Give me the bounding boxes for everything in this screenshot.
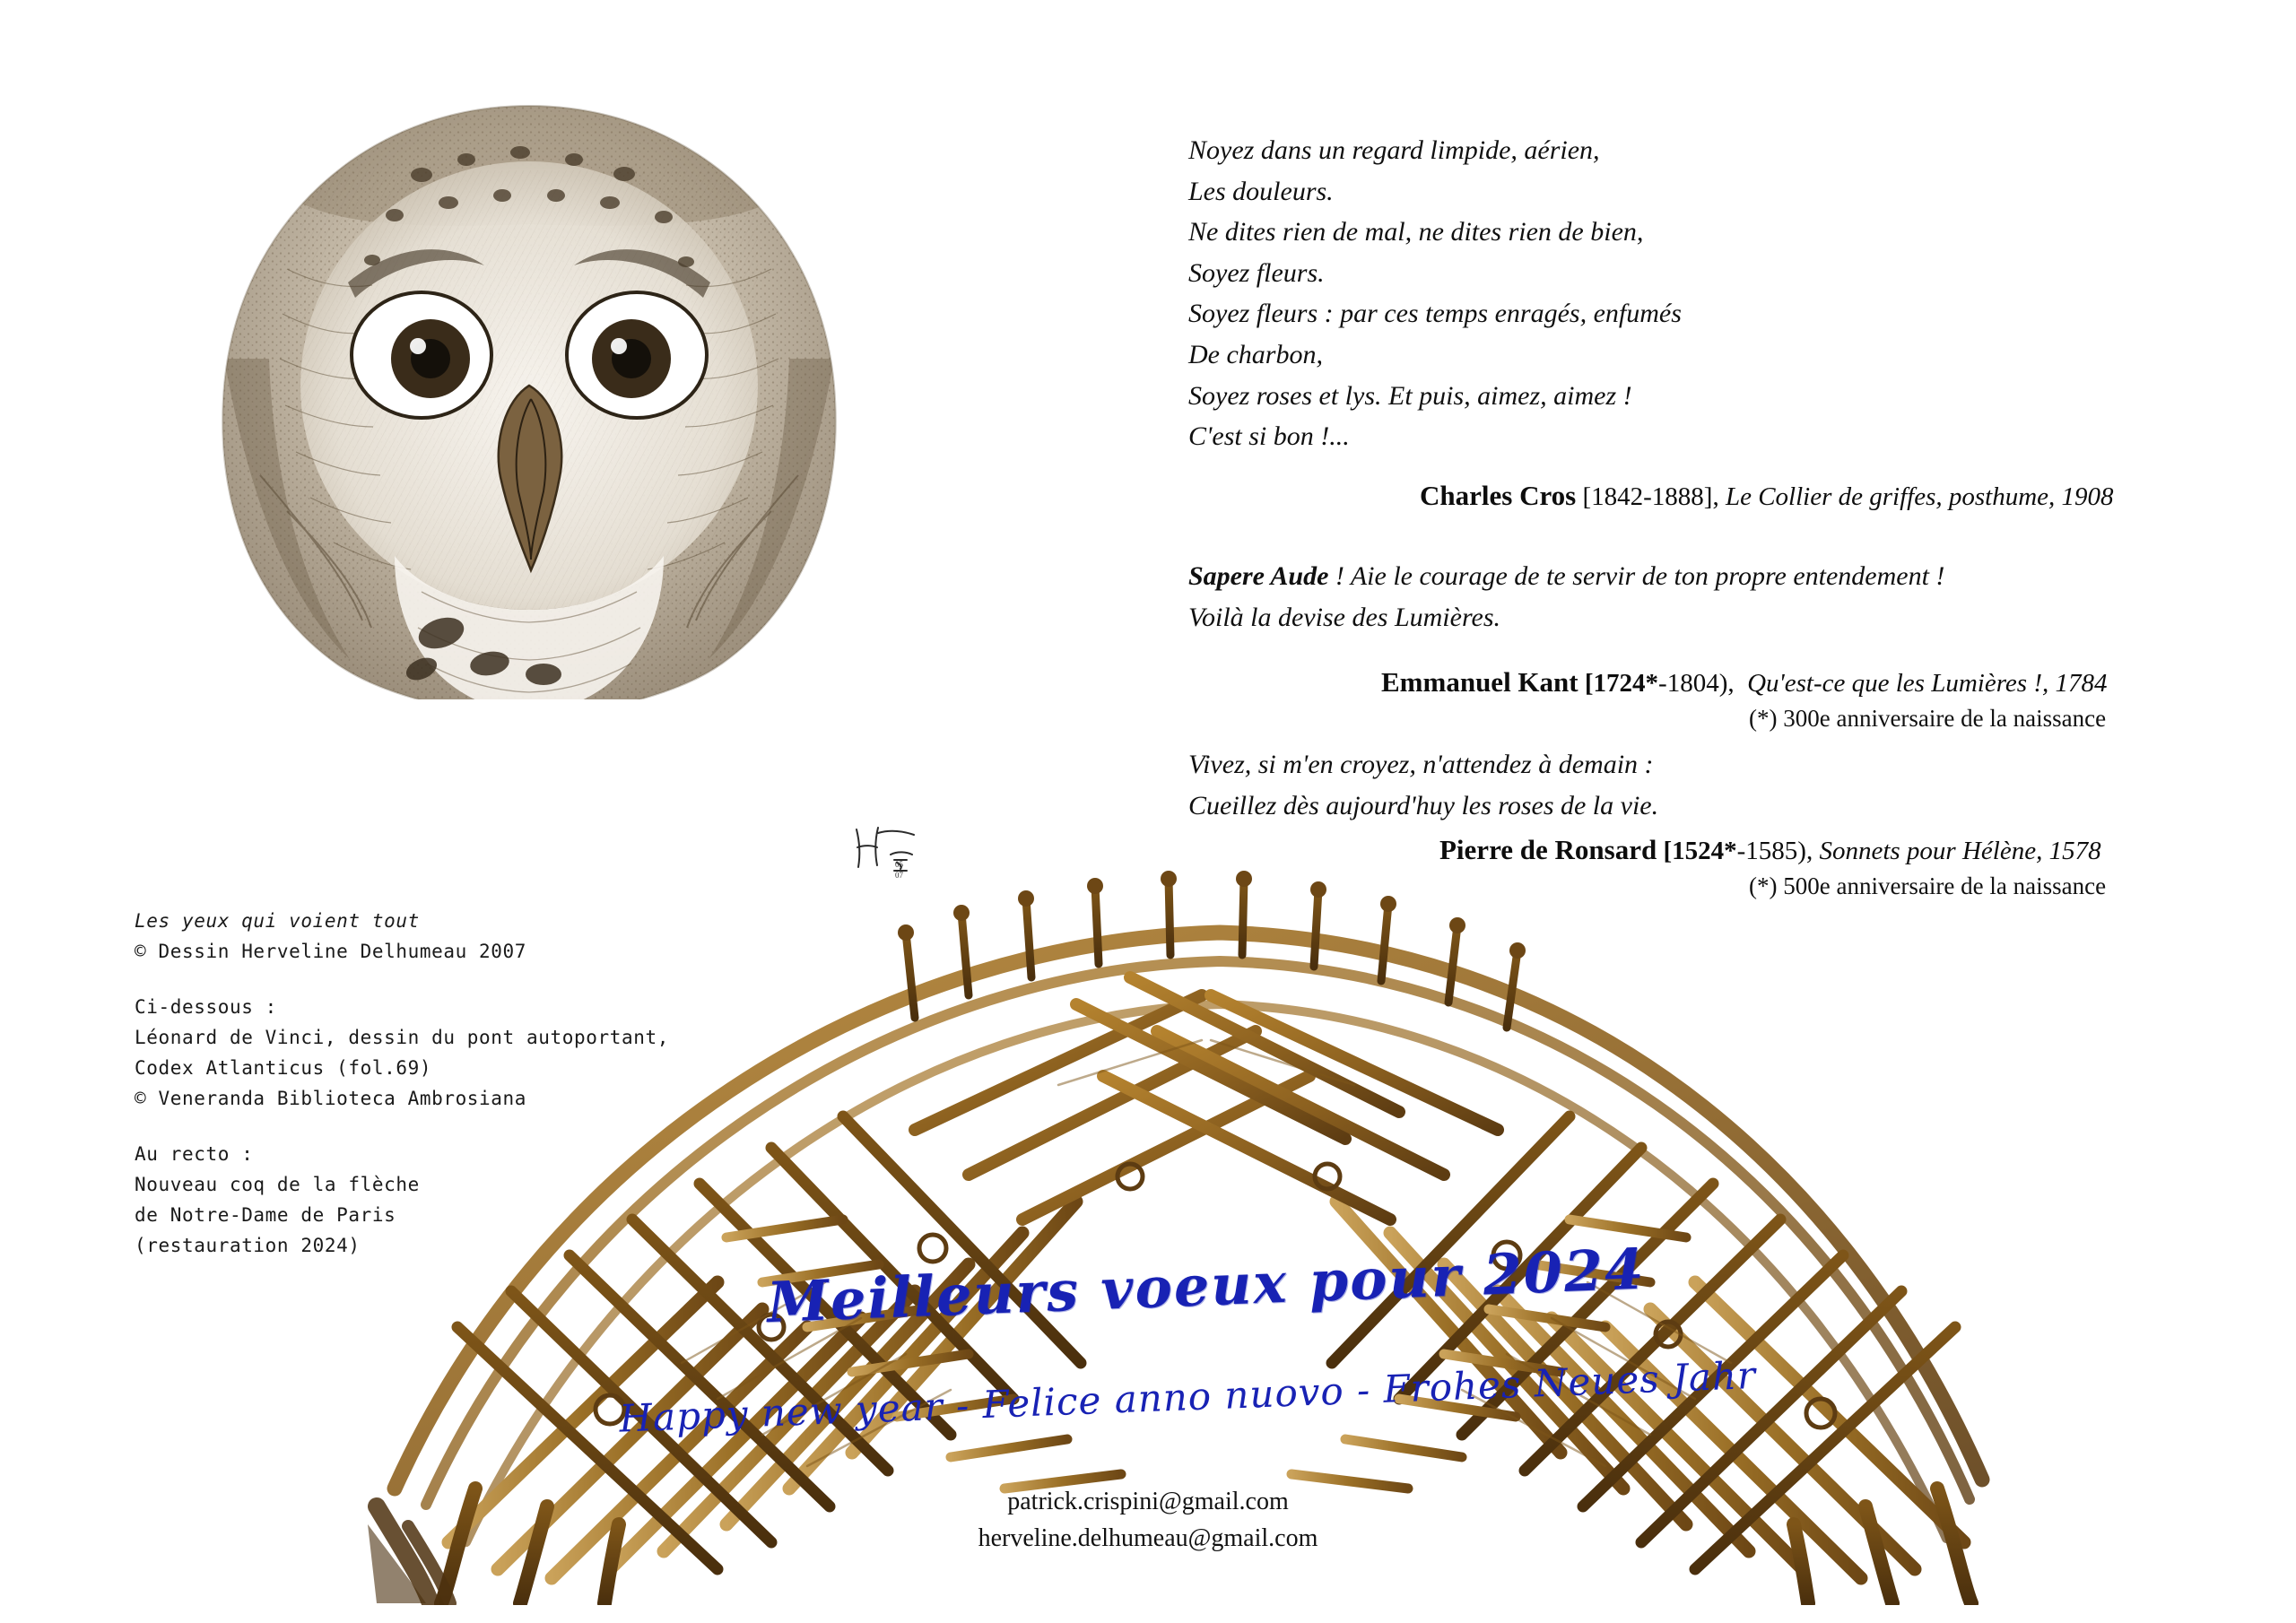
poem-line: Soyez fleurs : par ces temps enragés, enfumés — [1188, 299, 1682, 329]
poem-line: Ne dites rien de mal, ne dites rien de bien, — [1188, 217, 1644, 247]
quote-emmanuel-kant — [1188, 556, 1944, 638]
attribution-charles-cros — [1420, 480, 2114, 512]
recto-line-3: (restauration 2024) — [135, 1235, 361, 1257]
owl-drawing-copyright: © Dessin Herveline Delhumeau 2007 — [135, 941, 527, 963]
quote-line: Vivez, si m'en croyez, n'attendez à demain : — [1188, 750, 1654, 779]
below-line-2: Codex Atlanticus (fol.69) — [135, 1057, 432, 1080]
quote-line — [1188, 556, 1944, 597]
author-name: Emmanuel Kant — [1381, 666, 1578, 698]
greeting-sub-text: Happy new year - Felice anno nuovo - Frohes Neues Jahr — [618, 1352, 1757, 1441]
footnote-ronsard-anniversary: (*) 500e anniversaire de la naissance — [1749, 872, 2107, 899]
owl-head-illustration — [126, 90, 933, 699]
footnote-kant-anniversary: (*) 300e anniversaire de la naissance — [1749, 705, 2107, 732]
below-label: Ci-dessous : — [135, 996, 277, 1019]
source-title: Sonnets pour Hélène, 1578 — [1819, 837, 2101, 865]
author-dates-bold: [1724* — [1578, 669, 1659, 698]
recto-label: Au recto : — [135, 1143, 254, 1166]
poem-line: De charbon, — [1188, 339, 1323, 369]
poem-charles-cros — [1188, 130, 1682, 457]
svg-text:07: 07 — [895, 871, 903, 880]
below-line-1: Léonard de Vinci, dessin du pont autoportant, — [135, 1027, 669, 1049]
author-dates: -1585), — [1736, 837, 1820, 865]
quote-line: Cueillez dès aujourd'huy les roses de la vie. — [1188, 790, 1659, 820]
author-name: Pierre de Ronsard — [1439, 834, 1657, 865]
poem-line: Soyez roses et lys. Et puis, aimez, aimez ! — [1188, 380, 1632, 411]
author-dates: [1842-1888], — [1576, 482, 1726, 511]
source-title: Le Collier de griffes, posthume, 1908 — [1725, 482, 2114, 511]
email-link-patrick[interactable]: patrick.crispini@gmail.com — [1007, 1488, 1289, 1515]
svg-text:05: 05 — [895, 860, 903, 869]
quote-line-rest: ! Aie le courage de te servir de ton propre entendement ! — [1328, 561, 1945, 591]
owl-drawing-title: Les yeux qui voient tout — [135, 910, 420, 932]
below-line-3: © Veneranda Biblioteca Ambrosiana — [135, 1088, 527, 1110]
quote-lead: Sapere Aude — [1188, 561, 1329, 591]
poem-line: Les douleurs. — [1188, 176, 1334, 206]
recto-line-2: de Notre-Dame de Paris — [135, 1204, 396, 1227]
quote-pierre-de-ronsard — [1188, 744, 1658, 826]
author-dates-bold: [1524* — [1657, 837, 1737, 865]
author-dates: -1804), — [1658, 669, 1735, 698]
author-name: Charles Cros — [1420, 480, 1577, 511]
recto-line-1: Nouveau coq de la flèche — [135, 1174, 420, 1196]
poem-line: C'est si bon !... — [1188, 421, 1350, 452]
quote-line: Voilà la devise des Lumières. — [1188, 602, 1501, 632]
contact-emails — [789, 1484, 1507, 1557]
greeting-main-text: Meilleurs voeux pour 2024 — [765, 1236, 1647, 1336]
poem-line: Noyez dans un regard limpide, aérien, — [1188, 135, 1600, 165]
poem-line: Soyez fleurs. — [1188, 257, 1325, 288]
attribution-emmanuel-kant — [1381, 666, 2107, 699]
source-title: Qu'est-ce que les Lumières !, 1784 — [1747, 669, 2108, 698]
email-link-herveline[interactable]: herveline.delhumeau@gmail.com — [978, 1523, 1318, 1552]
